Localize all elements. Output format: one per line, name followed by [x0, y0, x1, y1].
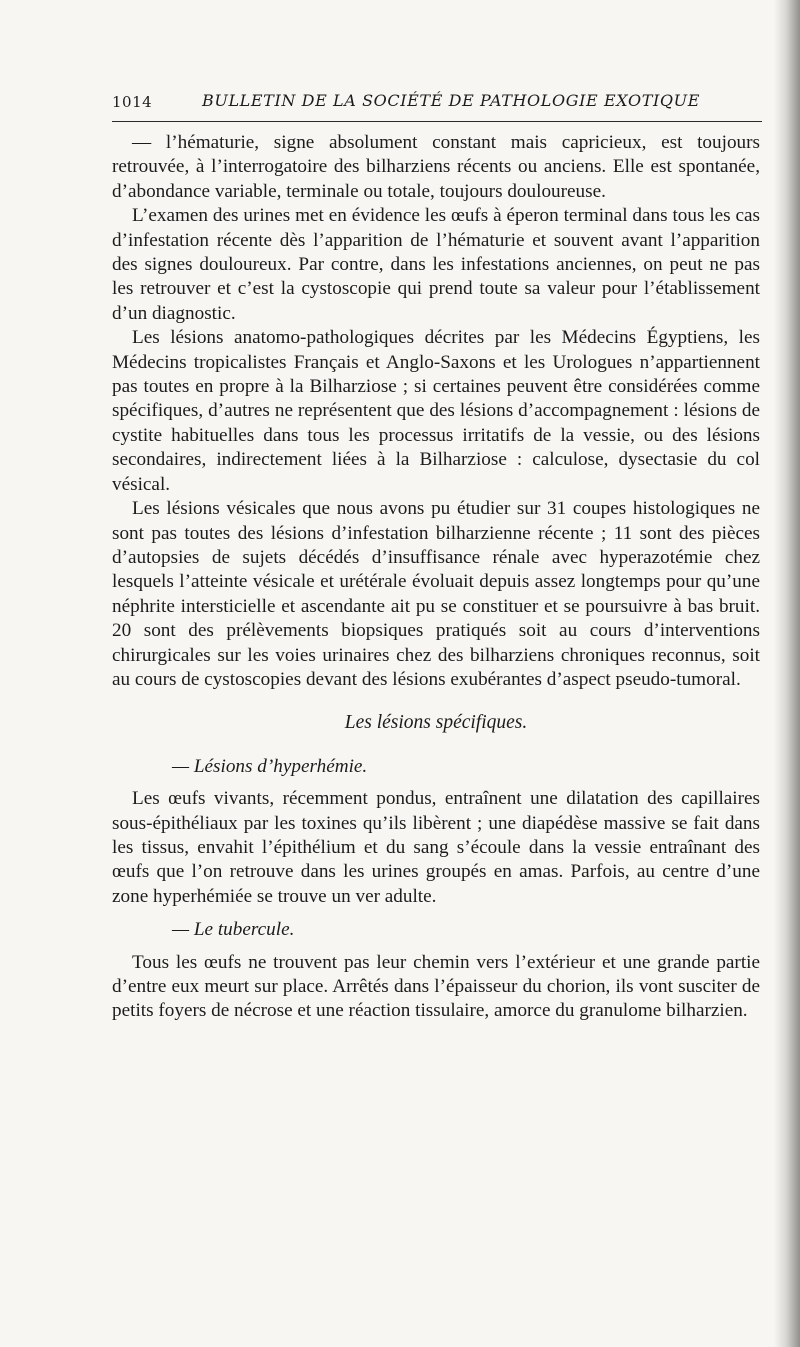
subsection-title-tubercule: — Le tubercule. [172, 919, 295, 941]
article-body [112, 131, 760, 1024]
paragraph-lesions-described: Les lésions anatomo-pathologiques décrites par les Médecins Égyptiens, les Médecins tropicalistes Français et Anglo-Saxons et les Urologues n’appartiennent pas toutes en propre à la Bilharziose ; si certaines peuvent être considérées comme spécifiques, d’autres ne représentent que des lésions d’accompagnement : lésions de cystite habituelles dans tous les processus irritatifs de la vessie, ou des lésions secondaires, indirectement liées à la Bilharziose : calculose, dysectasie du col vésical. [112, 327, 760, 495]
page-number: 1014 [112, 93, 153, 111]
header-rule [112, 121, 762, 122]
running-title: BULLETIN DE LA SOCIÉTÉ DE PATHOLOGIE EXOTIQUE [202, 91, 700, 110]
paragraph-tubercule: Tous les œufs ne trouvent pas leur chemin vers l’extérieur et une grande partie d’entre eux meurt sur place. Arrêtés dans l’épaisseur du chorion, ils vont susciter de petits foyers de nécrose et une réaction tissulaire, amorce du granulome bilharzien. [112, 951, 760, 1022]
paragraph-hyperhemie: Les œufs vivants, récemment pondus, entraînent une dilatation des capillaires sous-épithéliaux par les toxines qu’ils libèrent ; une diapédèse massive se fait dans les tissus, envahit l’épithélium et du sang s’écoule dans la vessie entraînant des œufs que l’on retrouve dans les urines groupés en amas. Parfois, au centre d’une zone hyperhémiée se trouve un ver adulte. [112, 788, 760, 907]
page-edge-shadow [774, 0, 800, 1347]
paragraph-hematuria: — l’hématurie, signe absolument constant mais capricieux, est toujours retrouvée, à l’interrogatoire des bilharziens récents ou anciens. Elle est spontanée, d’abondance variable, terminale ou totale, toujours douloureuse. [112, 132, 760, 202]
section-heading: Les lésions spécifiques. [344, 712, 528, 734]
subsection-title-hyperhemie: — Lésions d’hyperhémie. [172, 755, 368, 777]
paragraph-lesions-studied: Les lésions vésicales que nous avons pu étudier sur 31 coupes histologiques ne sont pas toutes des lésions d’infestation bilharzienne récente ; 11 sont des pièces d’autopsies de sujets décédés d’insuffisance rénale avec hyperazotémie chez lesquels l’atteinte vésicale et urétérale évoluait depuis assez longtemps pour qu’une néphrite intersticielle et ascendante ait pu se constituer et se poursuivre à bas bruit. 20 sont des prélèvements biopsiques pratiqués soit au cours d’interventions chirurgicales sur les voies urinaires chez des bilharziens chroniques reconnus, soit au cours de cystoscopies devant des lésions exubérantes d’aspect pseudo-tumoral. [112, 498, 760, 690]
paragraph-urine-exam: L’examen des urines met en évidence les œufs à éperon terminal dans tous les cas d’infestation récente dès l’apparition de l’hématurie et souvent avant l’apparition des signes douloureux. Par contre, dans les infestations anciennes, on peut ne pas les retrouver et c’est la cystoscopie qui prend toute sa valeur pour l’établissement d’un diagnostic. [112, 205, 760, 324]
running-header [112, 89, 762, 115]
